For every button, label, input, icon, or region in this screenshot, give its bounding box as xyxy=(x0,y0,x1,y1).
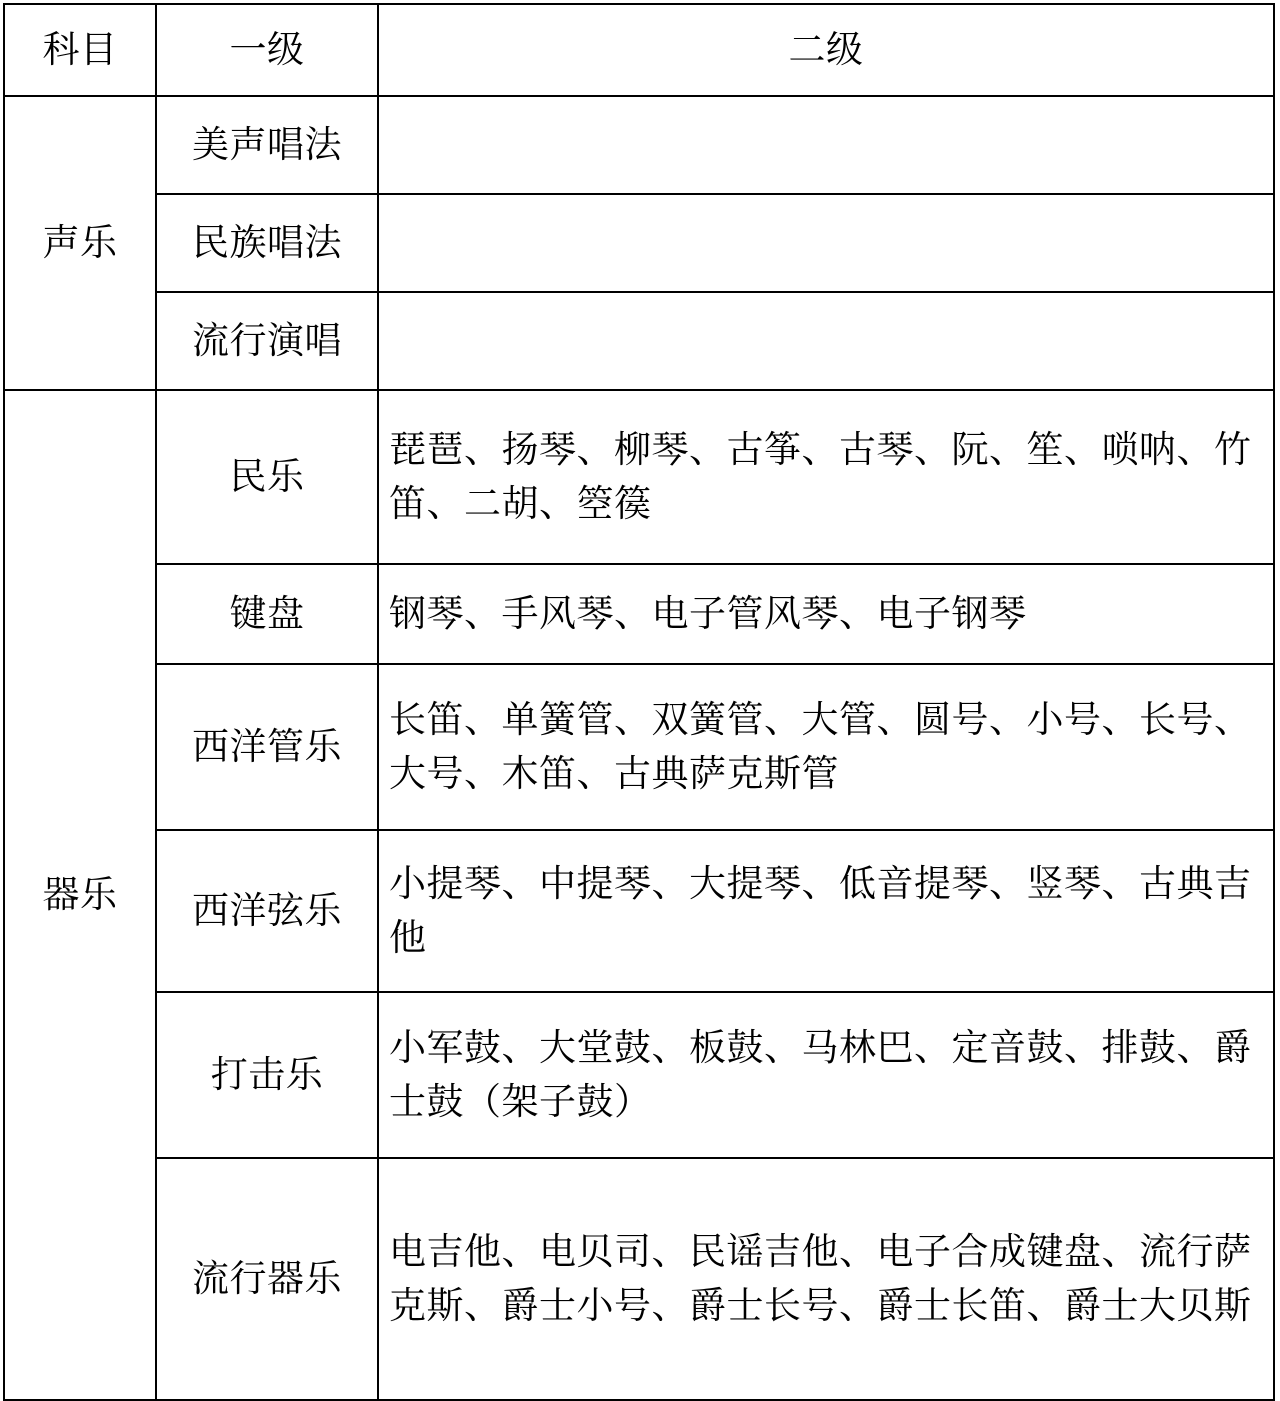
level2-cell-keyboard: 钢琴、手风琴、电子管风琴、电子钢琴 xyxy=(378,564,1274,664)
table-row xyxy=(4,992,1274,1158)
column-header-subject: 科目 xyxy=(4,4,156,96)
table-row xyxy=(4,1158,1274,1400)
document-page xyxy=(0,3,1280,1332)
table-row xyxy=(4,664,1274,830)
table-row xyxy=(4,292,1274,390)
table-row xyxy=(4,390,1274,564)
level1-cell-bel-canto: 美声唱法 xyxy=(156,96,378,194)
level1-cell-chinese-folk: 民乐 xyxy=(156,390,378,564)
level2-cell-folk-singing xyxy=(378,194,1274,292)
subject-cell-instrumental: 器乐 xyxy=(4,390,156,1400)
level2-cell-bel-canto xyxy=(378,96,1274,194)
level2-cell-pop-singing xyxy=(378,292,1274,390)
level1-cell-western-wind: 西洋管乐 xyxy=(156,664,378,830)
table-row xyxy=(4,830,1274,992)
level2-cell-western-wind: 长笛、单簧管、双簧管、大管、圆号、小号、长号、大号、木笛、古典萨克斯管 xyxy=(378,664,1274,830)
subject-category-table xyxy=(3,3,1275,1401)
column-header-level2: 二级 xyxy=(378,4,1274,96)
level2-cell-pop-instruments: 电吉他、电贝司、民谣吉他、电子合成键盘、流行萨克斯、爵士小号、爵士长号、爵士长笛、爵士大贝斯 xyxy=(378,1158,1274,1400)
subject-cell-vocal: 声乐 xyxy=(4,96,156,390)
level1-cell-pop-instruments: 流行器乐 xyxy=(156,1158,378,1400)
level2-cell-chinese-folk: 琵琶、扬琴、柳琴、古筝、古琴、阮、笙、唢呐、竹笛、二胡、箜篌 xyxy=(378,390,1274,564)
column-header-level1: 一级 xyxy=(156,4,378,96)
level1-cell-folk-singing: 民族唱法 xyxy=(156,194,378,292)
level1-cell-keyboard: 键盘 xyxy=(156,564,378,664)
table-row xyxy=(4,564,1274,664)
table-row xyxy=(4,96,1274,194)
table-row xyxy=(4,194,1274,292)
level2-cell-western-strings: 小提琴、中提琴、大提琴、低音提琴、竖琴、古典吉他 xyxy=(378,830,1274,992)
level1-cell-western-strings: 西洋弦乐 xyxy=(156,830,378,992)
level2-cell-percussion: 小军鼓、大堂鼓、板鼓、马林巴、定音鼓、排鼓、爵士鼓（架子鼓） xyxy=(378,992,1274,1158)
level1-cell-percussion: 打击乐 xyxy=(156,992,378,1158)
table-header-row xyxy=(4,4,1274,96)
level1-cell-pop-singing: 流行演唱 xyxy=(156,292,378,390)
